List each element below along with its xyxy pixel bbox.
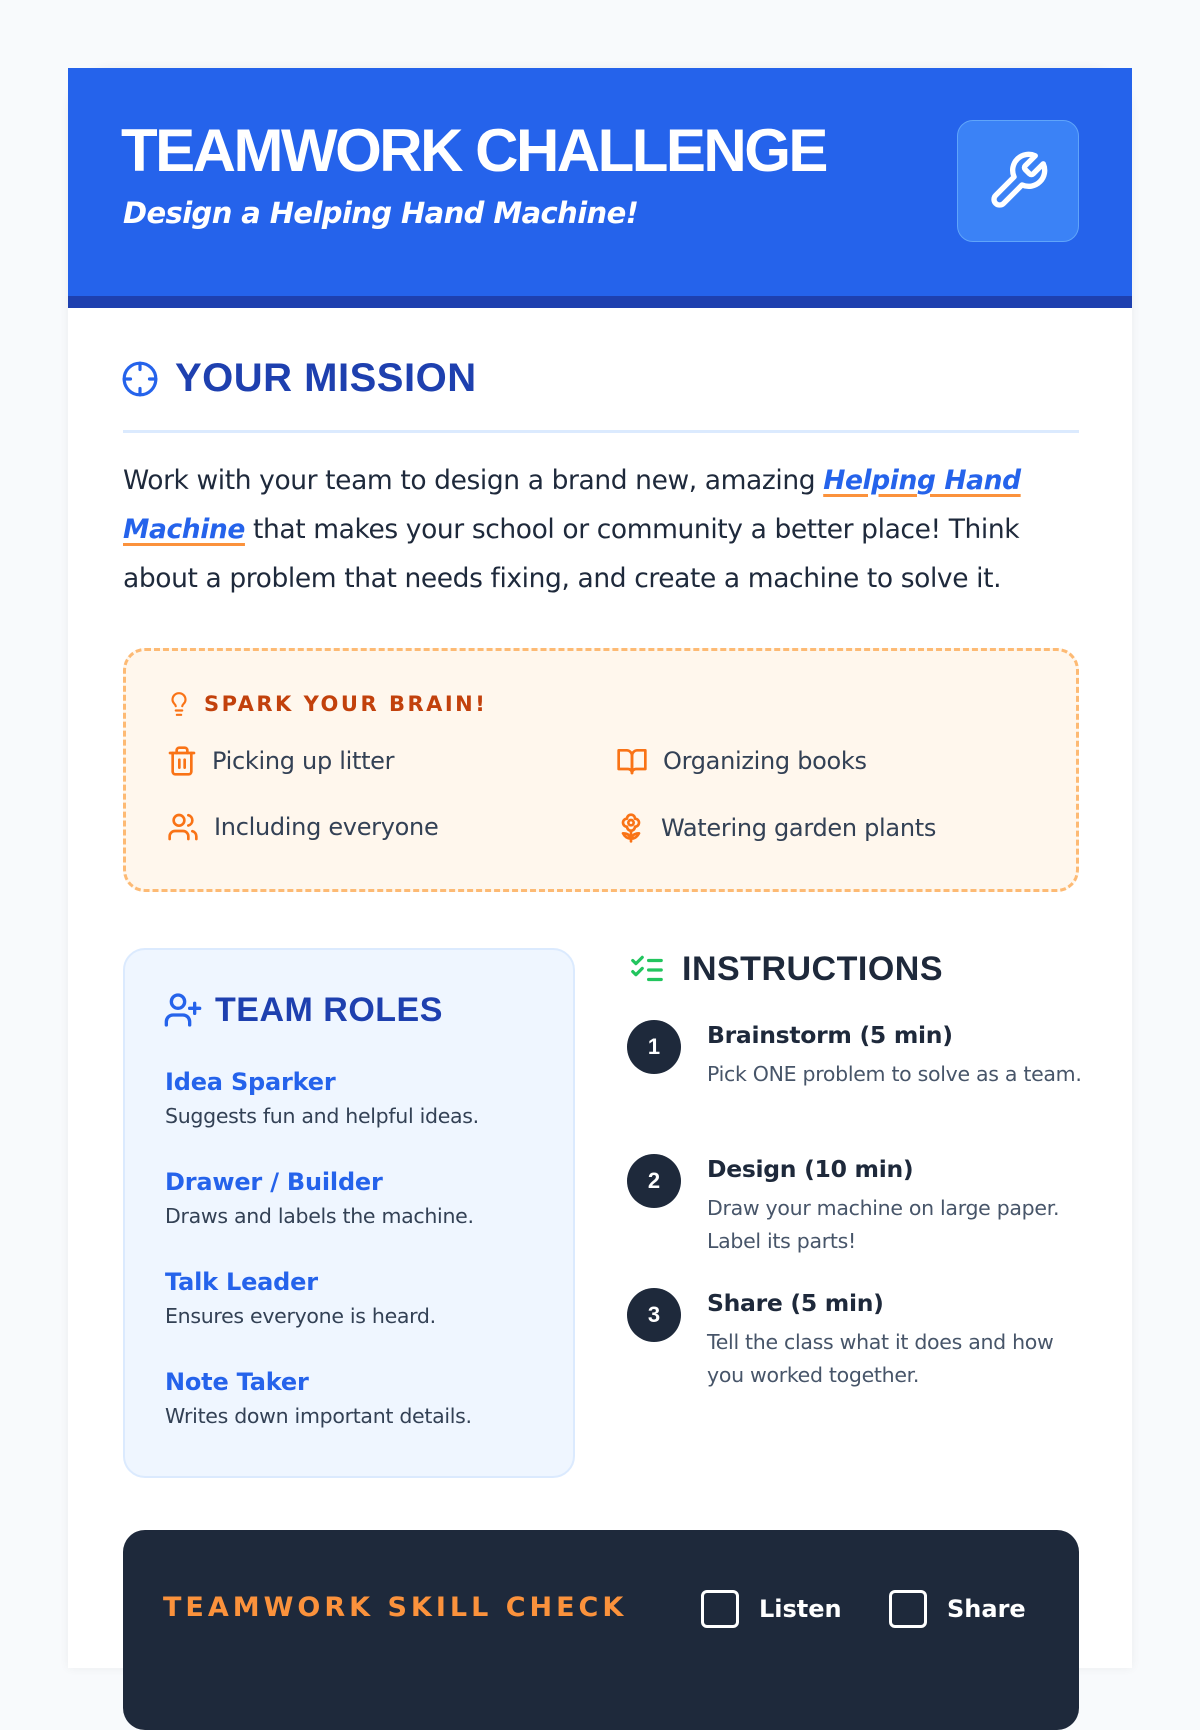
step-description: Draw your machine on large paper. Label its parts! [707, 1196, 1060, 1253]
role-name: Talk Leader [165, 1268, 318, 1296]
mission-highlight: Helping Hand Machine [123, 465, 1021, 545]
mission-heading-label: YOUR MISSION [175, 356, 477, 400]
step-description: Tell the class what it does and how you worked together. [707, 1330, 1054, 1387]
mission-text-end: that makes your school or community a better place! Think about a problem that needs fixing, and create a machine to solve it. [123, 514, 1020, 594]
role-item [165, 1168, 474, 1228]
role-item [165, 1068, 479, 1128]
spark-heading-label: SPARK YOUR BRAIN! [204, 692, 488, 716]
mission-description [123, 456, 1083, 603]
spark-item-books [615, 745, 867, 777]
wrench-badge [957, 120, 1079, 242]
trash-icon [166, 745, 198, 777]
checkbox[interactable] [889, 1590, 927, 1628]
mission-text-start: Work with your team to design a brand new, amazing [123, 465, 824, 496]
step-title: Share (5 min) [707, 1289, 884, 1317]
skill-check-listen[interactable] [701, 1590, 842, 1628]
step-title: Design (10 min) [707, 1155, 914, 1183]
spark-item-everyone [166, 811, 438, 843]
flower-icon [615, 811, 647, 845]
spark-item-litter [166, 745, 394, 777]
role-description: Ensures everyone is heard. [165, 1304, 436, 1328]
step-title: Brainstorm (5 min) [707, 1021, 953, 1049]
checklist-icon [628, 951, 666, 989]
page-title: TEAMWORK CHALLENGE [121, 117, 826, 184]
spark-item-label: Including everyone [214, 813, 439, 841]
role-name: Note Taker [165, 1368, 309, 1396]
step-number: 2 [627, 1154, 681, 1208]
skill-check-panel [123, 1530, 1079, 1730]
step-description: Pick ONE problem to solve as a team. [707, 1062, 1082, 1086]
role-item [165, 1368, 472, 1428]
crosshair-icon [121, 360, 159, 398]
book-icon [615, 745, 649, 777]
spark-item-garden [615, 811, 936, 845]
role-description: Suggests fun and helpful ideas. [165, 1104, 479, 1128]
mission-divider [123, 430, 1079, 433]
spark-heading [166, 691, 487, 717]
step-number: 1 [627, 1020, 681, 1074]
spark-box [123, 648, 1079, 892]
step-number: 3 [627, 1288, 681, 1342]
role-name: Drawer / Builder [165, 1168, 383, 1196]
header-banner [68, 68, 1132, 308]
lightbulb-icon [166, 691, 192, 717]
user-plus-icon [163, 990, 203, 1030]
checkbox-label: Share [947, 1595, 1026, 1623]
page-subtitle: Design a Helping Hand Machine! [123, 196, 639, 230]
spark-item-label: Picking up litter [212, 747, 395, 775]
role-name: Idea Sparker [165, 1068, 336, 1096]
users-icon [166, 811, 200, 843]
spark-item-label: Organizing books [663, 747, 867, 775]
role-description: Writes down important details. [165, 1404, 472, 1428]
skill-check-share[interactable] [889, 1590, 1026, 1628]
roles-heading [163, 990, 443, 1030]
spark-item-label: Watering garden plants [661, 814, 937, 842]
mission-heading [121, 356, 477, 401]
instructions-heading-label: INSTRUCTIONS [682, 950, 943, 988]
team-roles-panel [123, 948, 575, 1478]
worksheet-card [68, 68, 1132, 1668]
skill-check-title: TEAMWORK SKILL CHECK [163, 1592, 628, 1623]
roles-heading-label: TEAM ROLES [215, 990, 443, 1029]
role-item [165, 1268, 436, 1328]
instructions-heading [628, 950, 943, 989]
role-description: Draws and labels the machine. [165, 1204, 474, 1228]
checkbox-label: Listen [759, 1595, 842, 1623]
wrench-icon [986, 149, 1050, 213]
checkbox[interactable] [701, 1590, 739, 1628]
